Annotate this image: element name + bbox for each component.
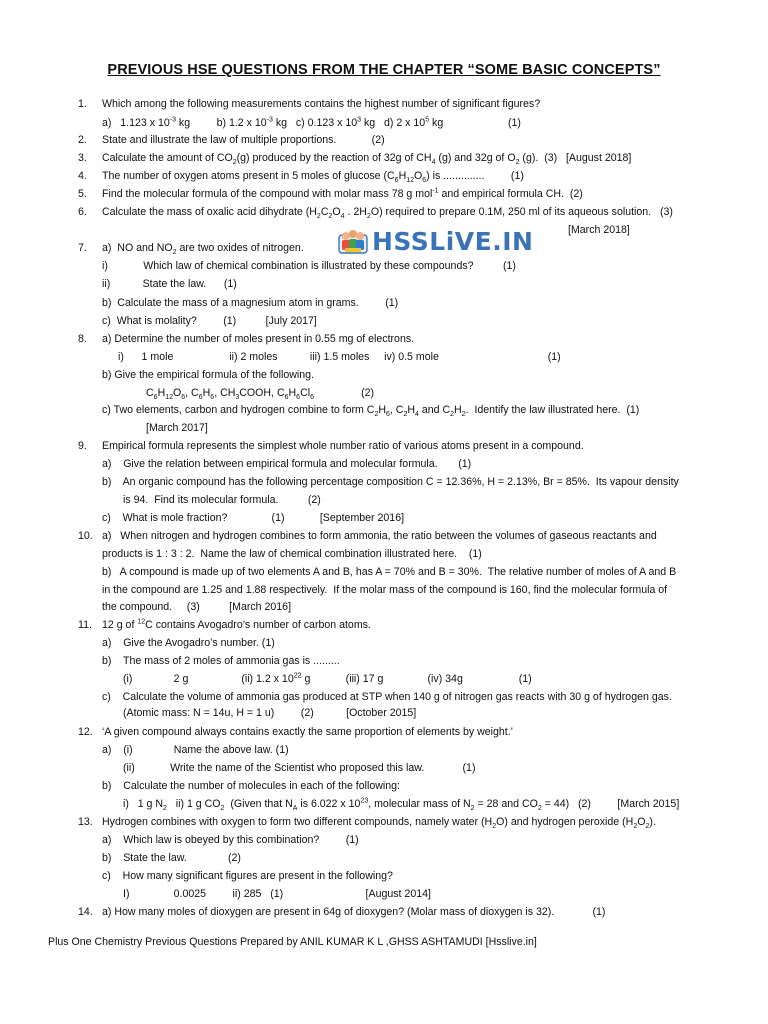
line-text: b) Calculate the number of molecules in each of the following:: [102, 780, 400, 792]
line-text: The number of oxygen atoms present in 5 moles of glucose $(C_6H_{12}O_6)$ is .............. (1): [102, 170, 524, 185]
line-text: b) Give the empirical formula of the following.: [102, 369, 314, 381]
line-text: a) 1.123 x $10^{-3}$ kg b) 1.2 x $10^{-3}$ kg c) 0.123 x $10^3$ kg d) 2 x $10^5$ kg (1): [102, 116, 521, 129]
question-number: 9.: [78, 440, 87, 452]
line-text: b) The mass of 2 moles of ammonia gas is .........: [102, 655, 340, 667]
question-number: 11.: [78, 619, 92, 631]
line-text: Calculate the amount of $CO_2(g)$ produced by the reaction of 32g of $CH_4$ (g) and 32g of $O_2$ (g). (3) [August 2018]: [102, 152, 632, 167]
document-title: PREVIOUS HSE QUESTIONS FROM THE CHAPTER “SOME BASIC CONCEPTS”: [107, 62, 661, 78]
students-icon: [338, 226, 368, 256]
line-text: [March 2018]: [568, 224, 630, 236]
line-text: c) How many significant figures are present in the following?: [102, 870, 393, 882]
line-text: ‘A given compound always contains exactly the same proportion of elements by weight.’: [102, 726, 514, 738]
question-number: 3.: [78, 152, 87, 164]
line-text: is 94. Find its molecular formula. (2): [123, 494, 321, 506]
line-text: the compound. (3) [March 2016]: [102, 601, 292, 613]
line-text: Empirical formula represents the simplest whole number ratio of various atoms present in a compound.: [102, 440, 584, 452]
line-text: Hydrogen combines with oxygen to form two different compounds, namely water $(H_2O)$ and hydrogen peroxide $(H_2O_2)$.: [102, 816, 656, 831]
line-text: ii) State the law. (1): [102, 278, 237, 290]
page-footer: Plus One Chemistry Previous Questions Prepared by ANIL KUMAR K L ,GHSS ASHTAMUDI [Hsslive.in]: [48, 936, 537, 948]
question-number: 10.: [78, 530, 93, 542]
line-text: Which among the following measurements contains the highest number of significant figures?: [102, 98, 541, 110]
line-text: a) NO and $NO_2$ are two oxides of nitrogen.: [102, 242, 304, 257]
line-text: 12 g of $^{12}$C contains Avogadro’s number of carbon atoms.: [102, 618, 371, 631]
line-text: (i) 2 g (ii) 1.2 x $10^{22}$ g (iii) 17 g (iv) 34g (1): [123, 672, 532, 685]
line-text: a) Determine the number of moles present in 0.55 mg of electrons.: [102, 333, 415, 345]
line-text: a) (i) Name the above law. (1): [102, 744, 289, 756]
line-text: i) Which law of chemical combination is illustrated by these compounds? (1): [102, 260, 516, 272]
line-text: (ii) Write the name of the Scientist who proposed this law. (1): [123, 762, 476, 774]
question-number: 8.: [78, 333, 87, 345]
logo-text: HSSLiVE.IN: [372, 226, 534, 256]
line-text: b) A compound is made up of two elements A and B, has A = 70% and B = 30%. The relative number of moles of A and B: [102, 566, 677, 578]
line-text: i) 1 mole ii) 2 moles iii) 1.5 moles iv) 0.5 mole (1): [118, 351, 561, 363]
line-text: a) Give the relation between empirical formula and molecular formula. (1): [102, 458, 472, 470]
question-number: 4.: [78, 170, 87, 182]
line-text: i) 1 g $N_2$ ii) 1 g $CO_2$ (Given that $N_A$ is 6.022 x $10^{23}$, molecular mass of $N_2 = 28$ and $CO_2 = 44$) (2) [March 2015]: [123, 797, 680, 813]
line-text: a) Which law is obeyed by this combination? (1): [102, 834, 359, 846]
line-text: Calculate the mass of oxalic acid dihydrate ($H_2C_2O_4$ . $2H_2O$) required to prepare 0.1M, 250 ml of its aqueous solution. (3): [102, 206, 673, 221]
line-text: Find the molecular formula of the compound with molar mass 78 g mol$^{-1}$ and empirical formula CH. (2): [102, 187, 583, 200]
line-text: [March 2017]: [146, 422, 208, 434]
question-number: 14.: [78, 906, 93, 918]
line-text: c) Calculate the volume of ammonia gas produced at STP when 140 g of nitrogen gas reacts with 30 g of hydrogen gas.: [102, 691, 672, 703]
line-text: a) How many moles of dioxygen are present in 64g of dioxygen? (Molar mass of dioxygen is 32). (1): [102, 906, 606, 918]
line-text: a) Give the Avogadro’s number. (1): [102, 637, 275, 649]
question-number: 7.: [78, 242, 87, 254]
line-text: c) What is mole fraction? (1) [September 2016]: [102, 512, 405, 524]
question-number: 5.: [78, 188, 87, 200]
question-number: 2.: [78, 134, 87, 146]
line-text: c) What is molality? (1) [July 2017]: [102, 315, 317, 327]
line-text: State and illustrate the law of multiple proportions. (2): [102, 134, 385, 146]
line-text: c) Two elements, carbon and hydrogen combine to form $C_2H_6$, $C_2H_4$ and $C_2H_2$. Identify the law illustrated here. (1): [102, 404, 640, 419]
question-number: 13.: [78, 816, 93, 828]
line-text: (Atomic mass: N = 14u, H = 1 u) (2) [October 2015]: [123, 707, 417, 719]
line-text: b) Calculate the mass of a magnesium atom in grams. (1): [102, 297, 399, 309]
hsslive-logo: [338, 224, 533, 258]
line-text: b) State the law. (2): [102, 852, 241, 864]
line-text: $C_6H_{12}O_6$, $C_6H_6$, $CH_3COOH$, $C_6H_6Cl_6$ (2): [146, 387, 375, 402]
line-text: a) When nitrogen and hydrogen combines to form ammonia, the ratio between the volumes of gaseous reactants and: [102, 530, 657, 542]
question-number: 6.: [78, 206, 87, 218]
question-number: 1.: [78, 98, 87, 110]
line-text: products is 1 : 3 : 2. Name the law of chemical combination illustrated here. (1): [102, 548, 482, 560]
line-text: I) 0.0025 ii) 285 (1) [August 2014]: [123, 888, 431, 900]
question-number: 12.: [78, 726, 93, 738]
line-text: b) An organic compound has the following percentage composition C = 12.36%, H = 2.13%, Br = 85%. Its vapour density: [102, 476, 679, 488]
line-text: in the compound are 1.25 and 1.88 respectively. If the molar mass of the compound is 160, find the molecular formula of: [102, 584, 668, 596]
